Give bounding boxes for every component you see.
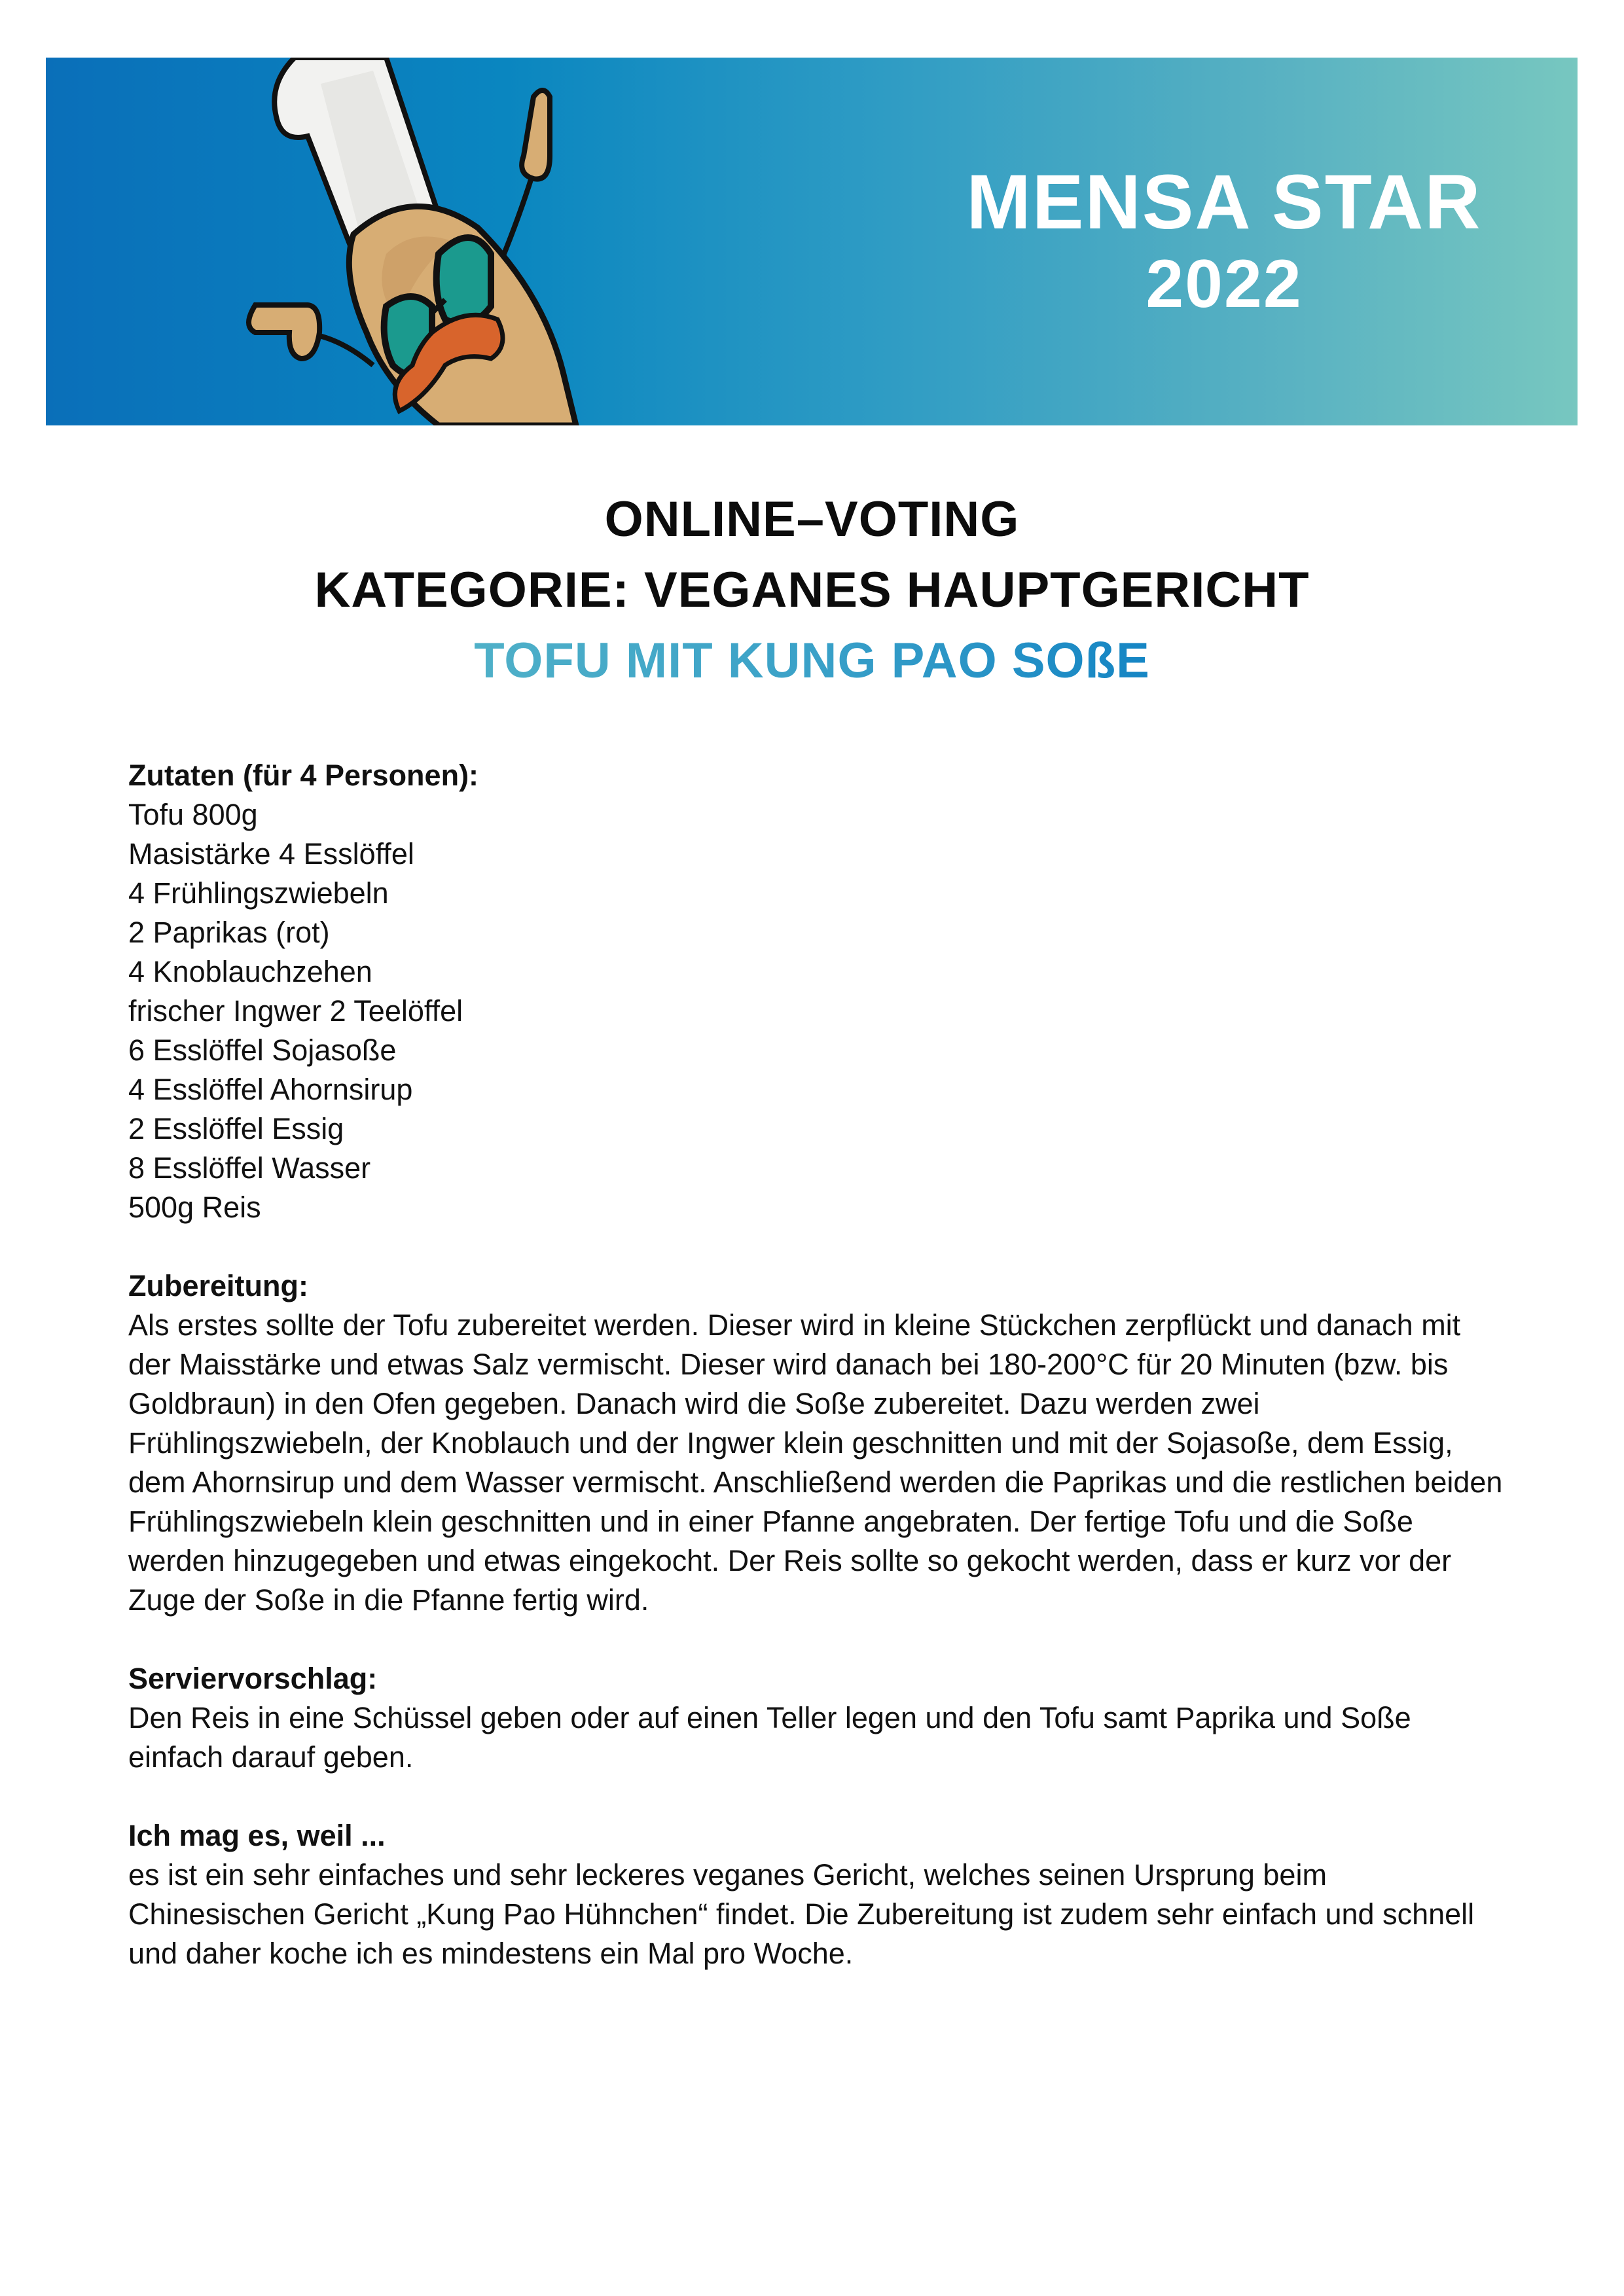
reason-text: es ist ein sehr einfaches und sehr leckeres veganes Gericht, welches seinen Ursprung beim Chinesischen Gericht „Kung Pao Hühnchen“ findet. Die Zubereitung ist zudem sehr einfach und schnell und daher koche ich es mindestens ein Mal pro Woche. [128, 1858, 1475, 1970]
page-headings [0, 484, 1624, 696]
banner-title [857, 159, 1578, 322]
preparation-text: Als erstes sollte der Tofu zubereitet werden. Dieser wird in kleine Stückchen zerpflückt und danach mit der Maisstärke und etwas Salz vermischt. Dieser wird danach bei 180-200°C für 20 Minuten (bzw. bis Goldbraun) in den Ofen gegeben. Danach wird die Soße zubereitet. Dazu werden zwei Frühlingszwiebeln, der Knoblauch und der Ingwer klein geschnitten und mit der Sojasoße, dem Essig, dem Ahornsirup und dem Wasser vermischt. Anschließend werden die Paprikas und die restlichen beiden Frühlingszwiebeln klein geschnitten und in einer Pfanne angebraten. Der fertige Tofu und die Soße werden hinzugegeben und etwas eingekocht. Der Reis sollte so gekocht werden, dass er kurz vor der Zuge der Soße in die Pfanne fertig wird. [128, 1308, 1503, 1617]
ingredient-item: Tofu 800g [128, 798, 258, 831]
preparation-section [128, 1266, 1503, 1620]
banner-title-line1: MENSA STAR [966, 159, 1482, 245]
ingredient-item: 4 Knoblauchzehen [128, 955, 372, 988]
sunglasses-right-lens [437, 238, 491, 324]
pointing-hand-up-shape [522, 90, 550, 179]
ingredient-item: 6 Esslöffel Sojasoße [128, 1033, 397, 1067]
serving-section [128, 1659, 1503, 1777]
ingredient-item: 4 Frühlingszwiebeln [128, 876, 389, 910]
ingredients-section [128, 756, 1503, 1227]
ingredient-item: 4 Esslöffel Ahornsirup [128, 1073, 413, 1106]
ingredient-item: 2 Paprikas (rot) [128, 916, 330, 949]
pointing-hand-left-shape [249, 305, 319, 359]
recipe-content [128, 756, 1503, 2013]
category-heading: KATEGORIE: VEGANES HAUPTGERICHT [314, 562, 1310, 618]
reason-heading: Ich mag es, weil ... [128, 1819, 386, 1852]
voting-heading: ONLINE–VOTING [604, 492, 1020, 547]
dish-name-heading: TOFU MIT KUNG PAO SOßE [474, 626, 1150, 696]
ingredient-list [128, 795, 1503, 1227]
ingredient-item: 500g Reis [128, 1191, 261, 1224]
ingredient-item: Masistärke 4 Esslöffel [128, 837, 414, 870]
banner-title-year: 2022 [1146, 245, 1303, 322]
serving-heading: Serviervorschlag: [128, 1662, 378, 1695]
header-banner [46, 58, 1578, 425]
serving-text: Den Reis in eine Schüssel geben oder auf einen Teller legen und den Tofu samt Paprika und Soße einfach darauf geben. [128, 1701, 1411, 1774]
reason-section [128, 1816, 1503, 1973]
ingredient-item: frischer Ingwer 2 Teelöffel [128, 994, 463, 1028]
potato-chef-mascot-icon [46, 58, 831, 425]
preparation-heading: Zubereitung: [128, 1269, 308, 1302]
ingredient-item: 2 Esslöffel Essig [128, 1112, 344, 1145]
ingredient-item: 8 Esslöffel Wasser [128, 1151, 371, 1185]
ingredients-heading: Zutaten (für 4 Personen): [128, 759, 479, 792]
